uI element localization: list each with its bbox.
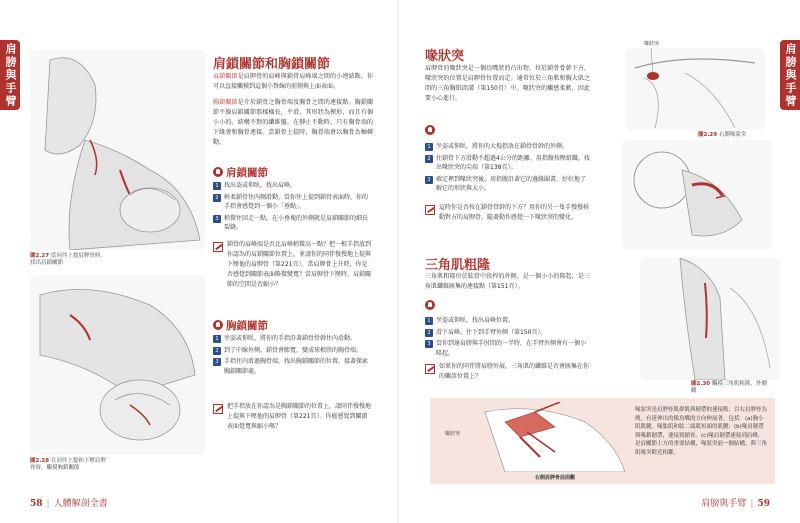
page-number: 58 (30, 499, 43, 509)
book-title: 肩膀與手臂 (701, 499, 747, 509)
right-page (400, 0, 800, 523)
scapula-diagram (465, 402, 635, 472)
figure-caption-1: 圖2.27 當同伴上提肩胛骨時，找出肩鎖關節 (30, 253, 106, 267)
label-coracoid: 喙狀突 (644, 41, 660, 47)
illustration-acromioclavicular (30, 50, 205, 250)
palpation-icon (213, 320, 223, 330)
steps-list-1 (213, 181, 373, 235)
step-item: 2 輕柔鎖骨往內側滑動，當你往上提到鎖骨表面時，你的手指會感覺到一個小「垂點」。 (213, 193, 373, 212)
section-title: 肩鎖關節和胸鎖關節 (213, 57, 331, 72)
section-title-coracoid: 喙狀突 (425, 49, 465, 64)
pencil-note-icon (425, 205, 435, 215)
pencil-note-icon (425, 364, 435, 374)
intro-paragraph-1: 肩鎖關節是肩胛骨的肩峰與鎖骨肩峰端之間的小連結點。你可以直接觸摸到這個小脊線的前側與上面表面。 (213, 73, 373, 90)
figure-caption-4: 圖2.30 觸摸三角肌粗隆，外側觀 (691, 381, 767, 395)
intro-paragraph-2: 胸鎖關節是介於鎖骨之胸骨端及胸骨之間的連接點。胸鎖關節不像肩鎖關節那樣橫長，平滑，其形狀為楔形，而且有個小小的、結構不對的纖維盤。在靜止不動時，只有胸骨端的下緣會和胸骨連接。當鎖骨上提時，胸骨端會以胸骨為軸轉動。 (213, 99, 373, 146)
note-1: 鎖骨的肩峰端是否比肩峰稍微高一點？把一根手指放到你認為的肩鎖關節位置上，並請你的同伴慢慢地上提與下壓他的肩胛骨（第221頁）。當肩胛骨上升時，你是否感覺到關節表面略微變寬？當肩胛骨下壓時，肩鎖關節的空間是否縮小？ (213, 240, 373, 289)
steps-list-deltoid (425, 316, 590, 360)
pencil-note-icon (213, 242, 223, 252)
step-item: 1 坐姿或仰臥，找出肩峰位置。 (425, 316, 590, 326)
step-item: 3 確定裡到喙狀突後，用指腹沿著它的邊緣圍畫，好好地了解它的形狀與大小。 (425, 175, 590, 194)
footer-right: 肩膀與手臂 | 59 (701, 499, 770, 509)
info-label-coracoid: 喙狀突 (445, 431, 461, 437)
steps-list-coracoid (425, 142, 590, 196)
info-text: 喙狀突是肩胛骨肌群肌與韌帶的連接點，以右肩胛骨為例，有延伸出的像鳥嘴的方向伸展著，包括：(a)胸小肌肌腱、喙肱肌和肱二頭肌短頭的肌腱；(b)喙肩韌帶與喙鎖韌帶，連接到鎖骨。(c)喙肩韌帶連接到肩峰，是肩關節上方的重要結構，喙狀突前一個結構，與三角肌喙突附近相鄰。 (635, 407, 768, 456)
subsection-title-2: 胸鎖關節 (226, 320, 268, 332)
note-coracoid: 這時你是否按在鎖骨骨幹的下方？用你的另一隻手慢慢移動對方的肩胛骨，隨著動作感覺一下喙狀突的變化。 (425, 203, 590, 223)
palpation-icon (425, 125, 435, 135)
note-2: 把手指放在你認為是胸鎖關節的位置上，請同伴慢慢地上提與下壓他的肩胛骨（第221頁）。你能感覺到關節表面覺寬與縮小嗎？ (213, 402, 373, 432)
illustration-deltoid-tuberosity (640, 258, 780, 380)
step-item: 2 滑下肩峰，往下到手臂外側（第150頁）。 (425, 328, 590, 338)
info-box (430, 398, 775, 484)
chapter-tab-left[interactable]: 肩膀與手臂 (0, 40, 20, 110)
illustration-coracoid-palpation (622, 140, 772, 250)
pencil-note-icon (213, 404, 223, 414)
illustration-coracoid-skeleton (625, 48, 765, 130)
deltoid-paragraph: 三角肌粗隆位於肱骨中段桿的外側，是一個小小的隆起，是三角肌纖維匯集的連接點（第151頁）。 (425, 273, 590, 290)
book-title: 人體解剖全書 (53, 499, 108, 509)
step-item: 3 手指往內滑過胸骨端，找出胸鎖關節的位置，接著探索胸鎖關節處。 (213, 357, 373, 376)
figure-caption-3: 圖2.29 右側喙狀突 (698, 132, 747, 138)
steps-list-2 (213, 334, 373, 378)
step-item: 1 坐姿或仰臥，將你的手指沿著鎖骨骨幹往內滑動。 (213, 334, 373, 344)
palpation-icon (213, 167, 223, 177)
palpation-icon (425, 300, 435, 310)
step-item: 2 到了中線外側，鎖骨會膨寬，變成球根狀的胸骨端。 (213, 346, 373, 356)
figure-caption-2: 圖2.28 在同伴上提和下壓肩胛骨時，觸摸胸鎖關節 (30, 458, 106, 472)
step-item: 1 坐姿或仰臥，將你的大拇指放在鎖骨骨幹的外側。 (425, 142, 590, 152)
illustration-sternoclavicular (30, 275, 205, 455)
info-caption: 右側肩胛骨前面觀 (535, 475, 576, 481)
step-item: 3 稍微往回走一點，在小垂塊的外側就是肩鎖關節的細長裂縫。 (213, 214, 373, 233)
note-deltoid: 如果你的同伴將肩膀外展，三角肌的纖維是否會匯集在你的觸診位置上？ (425, 362, 590, 382)
section-title-deltoid-tuberosity: 三角肌粗隆 (425, 258, 491, 273)
subsection-title-1: 肩鎖關節 (226, 167, 268, 179)
step-item: 1 找出姿或仰臥，找出肩峰。 (213, 181, 373, 191)
footer-left: 58 | 人體解剖全書 (30, 499, 108, 509)
chapter-tab-right[interactable]: 肩膀與手臂 (780, 40, 800, 110)
page-number: 59 (757, 499, 770, 509)
step-item: 2 往鎖骨下方滑動不超過4公分的距離，用指腹按壓組織，找出喙狀突的尖端（第138頁）。 (425, 154, 590, 173)
coracoid-paragraph: 肩胛骨的喙狀突是一個鳥嘴狀的凸出物，位於鎖骨骨幹下方，喙狀突的位置是肩胛骨位置而定。通常位於三角肌和胸大肌之間的三角胸肌間溝（第150頁）中。喙狀突的觸感柔軟，因此要小心進行。 (425, 65, 590, 102)
step-item: 3 當你到達肩膀與手肘間的一半時，在手臂外側會有一個小隆起。 (425, 339, 590, 358)
